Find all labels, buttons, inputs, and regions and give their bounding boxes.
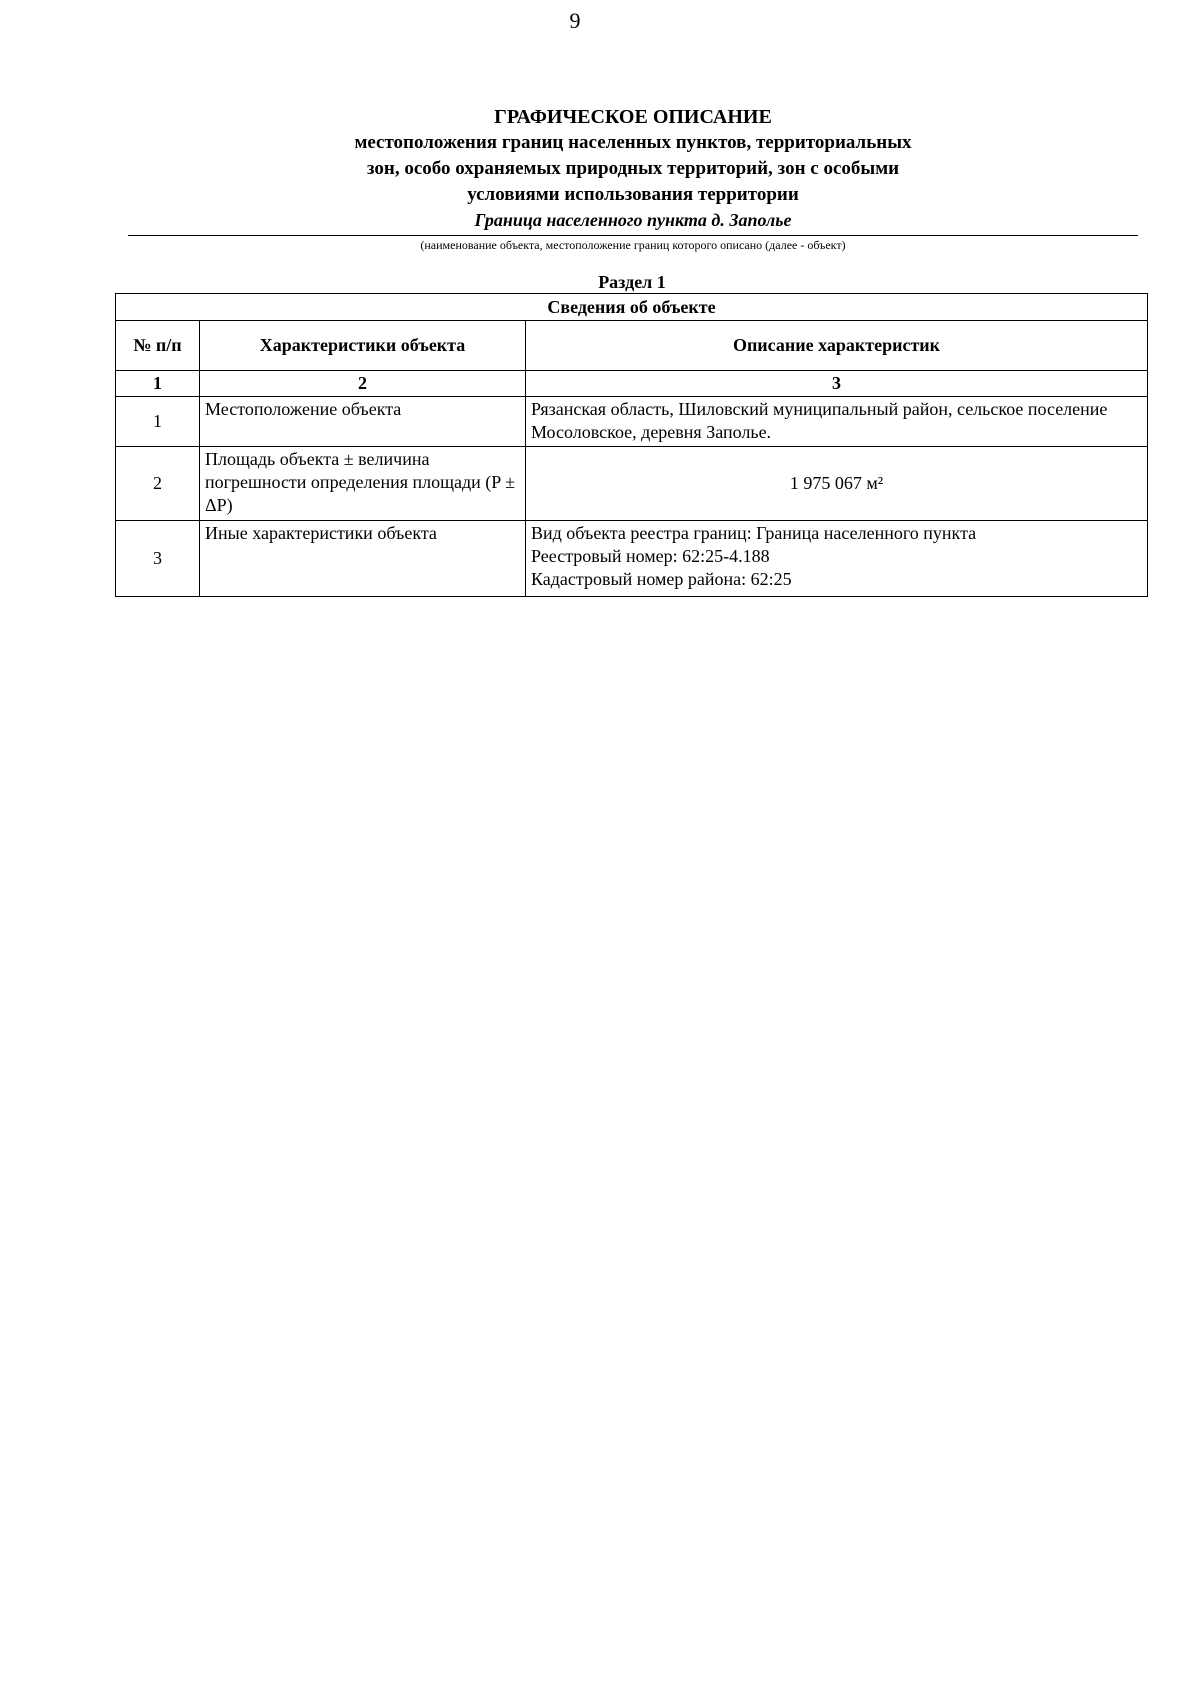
table-header-row — [116, 321, 1148, 371]
column-header-characteristics: Характеристики объекта — [200, 321, 526, 371]
table-row — [116, 397, 1148, 447]
row-number: 1 — [116, 397, 200, 447]
object-name-caption: (наименование объекта, местоположение границ которого описано (далее - объект) — [420, 238, 846, 252]
description-line: Реестровый номер: 62:25-4.188 — [531, 546, 770, 566]
row-number: 2 — [116, 447, 200, 521]
row-characteristic: Местоположение объекта — [200, 397, 526, 447]
document-subtitle-line-3: условиями использования территории — [467, 184, 799, 205]
column-header-num: № п/п — [116, 321, 200, 371]
section-title: Раздел 1 — [598, 272, 666, 292]
column-number: 2 — [200, 371, 526, 397]
object-name-underline — [128, 235, 1138, 236]
page-number: 9 — [569, 8, 581, 33]
row-description: 1 975 067 м² — [526, 447, 1148, 521]
column-header-description: Описание характеристик — [526, 321, 1148, 371]
description-line: Вид объекта реестра границ: Граница населенного пункта — [531, 523, 977, 543]
row-characteristic: Площадь объекта ± величина погрешности определения площади (P ± ΔP) — [200, 447, 526, 521]
title-block — [128, 104, 1138, 232]
table-title-row — [116, 294, 1148, 321]
column-numbers-row — [116, 371, 1148, 397]
row-number: 3 — [116, 521, 200, 597]
column-number: 1 — [116, 371, 200, 397]
row-description — [526, 521, 1148, 597]
row-description: Рязанская область, Шиловский муниципальный район, сельское поселение Мосоловское, деревня Заполье. — [526, 397, 1148, 447]
document-subtitle-line-1: местоположения границ населенных пунктов, территориальных — [354, 132, 912, 153]
column-number: 3 — [526, 371, 1148, 397]
document-title: ГРАФИЧЕСКОЕ ОПИСАНИЕ — [494, 106, 772, 128]
document-subtitle-line-2: зон, особо охраняемых природных территорий, зон с особыми — [366, 158, 900, 179]
row-characteristic: Иные характеристики объекта — [200, 521, 526, 597]
table-row — [116, 521, 1148, 597]
table-title: Сведения об объекте — [116, 294, 1148, 321]
table-row — [116, 447, 1148, 521]
description-line: Кадастровый номер района: 62:25 — [531, 569, 792, 589]
object-name: Граница населенного пункта д. Заполье — [474, 210, 792, 230]
object-info-table — [115, 293, 1148, 597]
